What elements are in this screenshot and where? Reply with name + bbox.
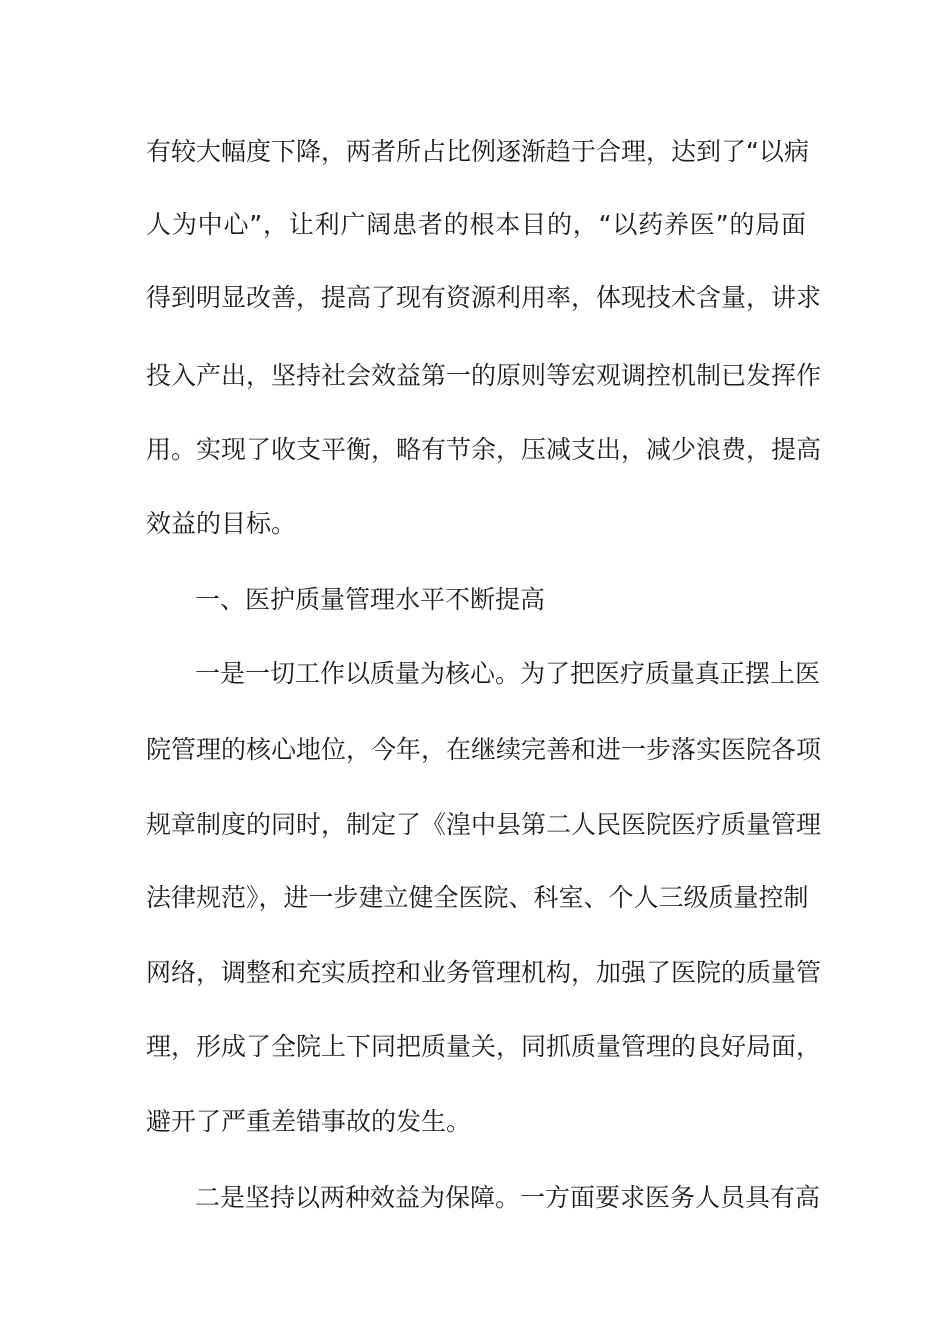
- paragraph-line: 网络，调整和充实质控和业务管理机构，加强了医院的质量管: [146, 958, 822, 987]
- paragraph-line: 人为中心”，让利广阔患者的根本目的，“以药养医”的局面: [146, 210, 806, 239]
- section-heading: 一、医护质量管理水平不断提高: [195, 585, 546, 614]
- paragraph-line: 得到明显改善，提高了现有资源利用率，体现技术含量，讲求: [146, 283, 822, 312]
- paragraph-line: 理，形成了全院上下同把质量关，同抓质量管理的良好局面，: [146, 1032, 822, 1061]
- paragraph-line: 二是坚持以两种效益为保障。一方面要求医务人员具有高: [195, 1183, 821, 1212]
- paragraph-line: 规章制度的同时，制定了《湟中县第二人民医院医疗质量管理: [146, 810, 822, 839]
- paragraph-line: 效益的目标。: [146, 509, 297, 538]
- paragraph-line: 投入产出，坚持社会效益第一的原则等宏观调控机制已发挥作: [146, 361, 822, 390]
- paragraph-line: 一是一切工作以质量为核心。为了把医疗质量真正摆上医: [195, 659, 821, 688]
- paragraph-line: 避开了严重差错事故的发生。: [146, 1107, 472, 1136]
- paragraph-line: 用。实现了收支平衡，略有节余，压减支出，减少浪费，提高: [146, 435, 822, 464]
- paragraph-line: 院管理的核心地位，今年，在继续完善和进一步落实医院各项: [146, 735, 822, 764]
- paragraph-line: 有较大幅度下降，两者所占比例逐渐趋于合理，达到了“以病: [146, 137, 809, 166]
- paragraph-line: 法律规范》，进一步建立健全医院、科室、个人三级质量控制: [146, 883, 809, 912]
